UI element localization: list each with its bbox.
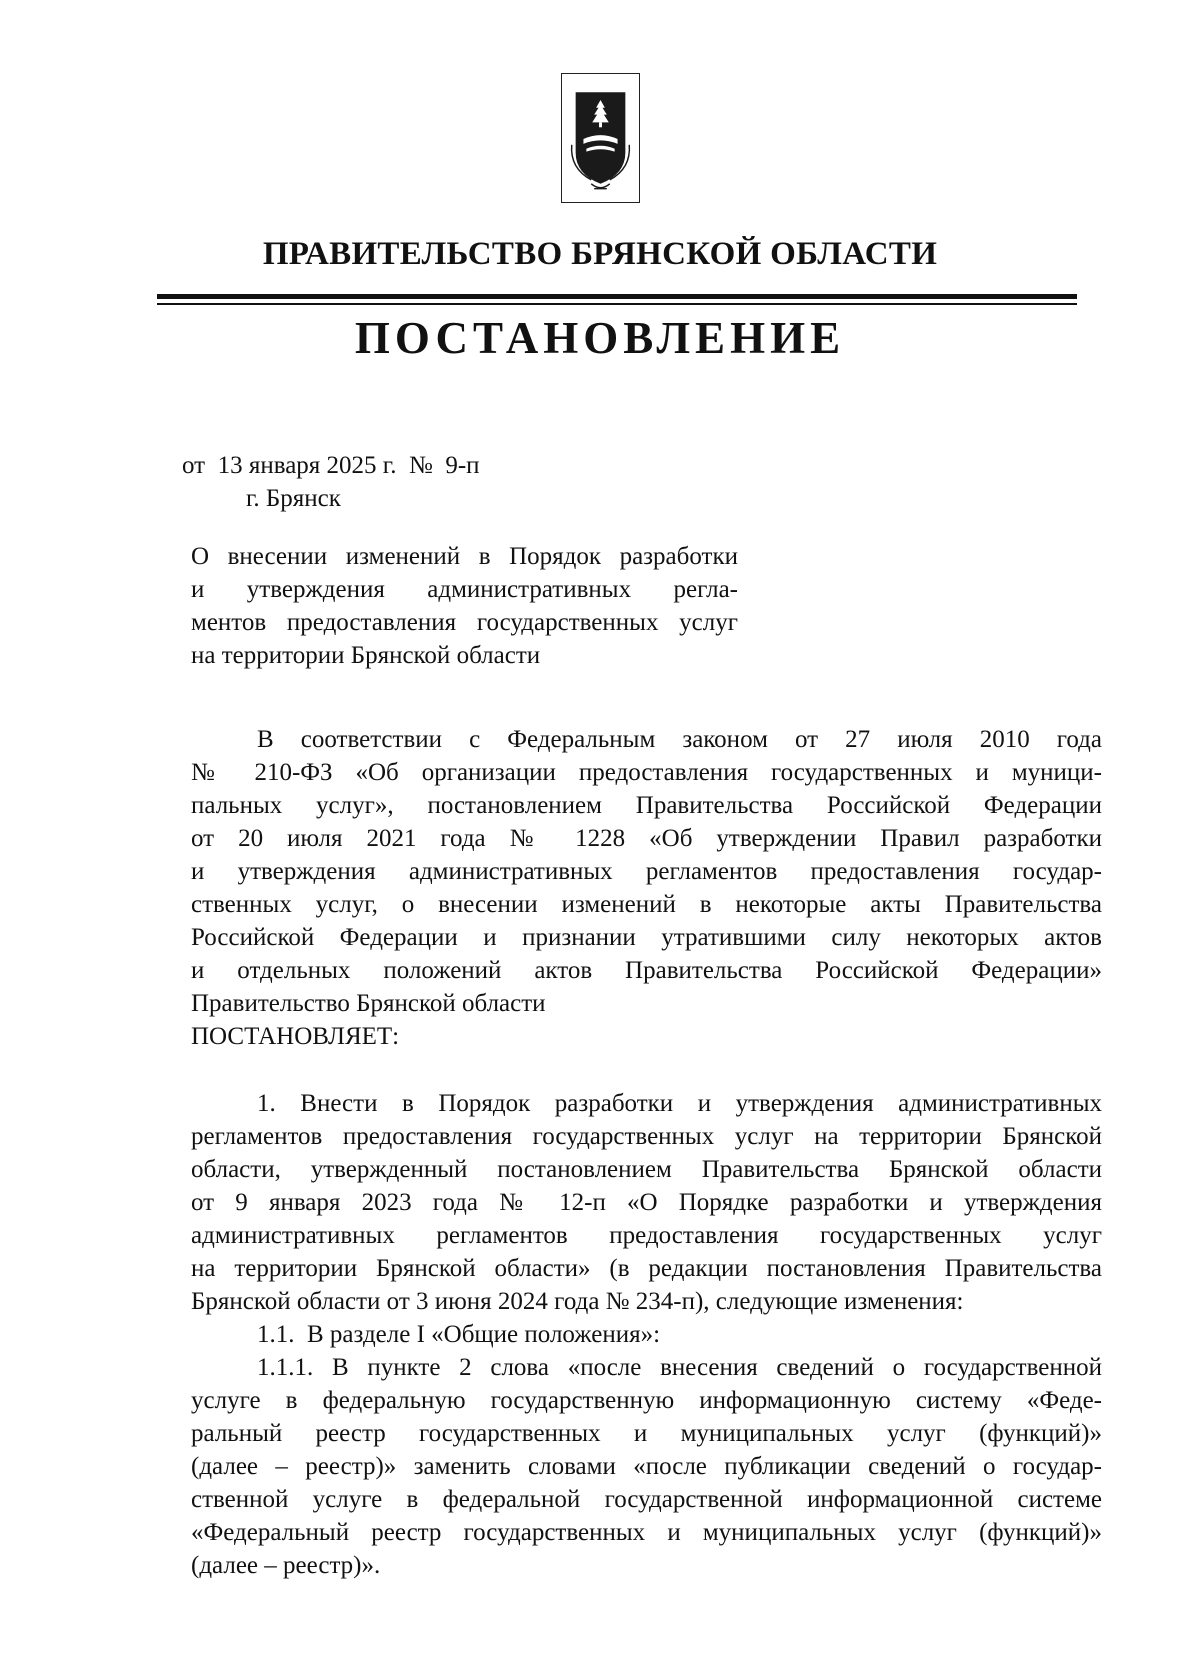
preamble-paragraph [191,723,1102,1053]
subject-line: ментов предоставления государственных услуг [191,609,738,636]
paragraph-line: № 210-ФЗ «Об организации предоставления государственных и муници- [191,759,1102,786]
paragraph-line: В соответствии с Федеральным законом от 27 июля 2010 года [257,726,1102,753]
resolves-heading: ПОСТАНОВЛЯЕТ: [191,1023,400,1050]
paragraph-line: Правительство Брянской области [191,990,546,1017]
paragraph-line: административных регламентов предоставления государственных услуг [191,1222,1102,1249]
paragraph-line: и отдельных положений актов Правительства Российской Федерации» [191,957,1102,984]
paragraph-line: и утверждения административных регламентов предоставления государ- [191,858,1102,885]
document-date-number: от 13 января 2025 г. № 9-п [182,452,480,479]
subject-line: и утверждения административных регла- [191,576,738,603]
header-rule-thick [157,294,1077,299]
paragraph-line: (далее – реестр)». [191,1552,381,1579]
paragraph-line: (далее – реестр)» заменить словами «после публикации сведений о государ- [191,1453,1102,1480]
paragraph-line: области, утвержденный постановлением Правительства Брянской области [191,1156,1102,1183]
header-rule-thin [157,303,1077,305]
point-1-1-heading: 1.1. В разделе I «Общие положения»: [257,1321,661,1348]
paragraph-line: 1. Внести в Порядок разработки и утверждения административных [257,1090,1102,1117]
coat-of-arms-emblem [561,73,640,203]
paragraph-line: от 20 июля 2021 года № 1228 «Об утверждении Правил разработки [191,825,1102,852]
paragraph-line: ральный реестр государственных и муниципальных услуг (функций)» [191,1420,1102,1447]
point-1-paragraph [191,1087,1102,1582]
paragraph-line: на территории Брянской области» (в редакции постановления Правительства [191,1255,1102,1282]
paragraph-line: регламентов предоставления государственных услуг на территории Брянской [191,1123,1102,1150]
paragraph-line: Российской Федерации и признании утратившими силу некоторых актов [191,924,1102,951]
coat-of-arms-icon [562,74,639,202]
paragraph-line: пальных услуг», постановлением Правительства Российской Федерации [191,792,1102,819]
issuing-authority: ПРАВИТЕЛЬСТВО БРЯНСКОЙ ОБЛАСТИ [262,236,938,272]
document-type: ПОСТАНОВЛЕНИЕ [354,313,846,363]
paragraph-line: ственной услуге в федеральной государственной информационной системе [191,1486,1102,1513]
paragraph-line: 1.1.1. В пункте 2 слова «после внесения сведений о государственной [257,1354,1102,1381]
subject-line: О внесении изменений в Порядок разработки [191,543,738,570]
subject-line: на территории Брянской области [191,642,541,669]
paragraph-line: Брянской области от 3 июня 2024 года № 234-п), следующие изменения: [191,1288,964,1315]
document-city: г. Брянск [246,485,341,512]
document-subject [191,540,738,672]
paragraph-line: «Федеральный реестр государственных и муниципальных услуг (функций)» [191,1519,1102,1546]
paragraph-line: ственных услуг, о внесении изменений в некоторые акты Правительства [191,891,1102,918]
paragraph-line: услуге в федеральную государственную информационную систему «Феде- [191,1387,1102,1414]
paragraph-line: от 9 января 2023 года № 12-п «О Порядке разработки и утверждения [191,1189,1102,1216]
